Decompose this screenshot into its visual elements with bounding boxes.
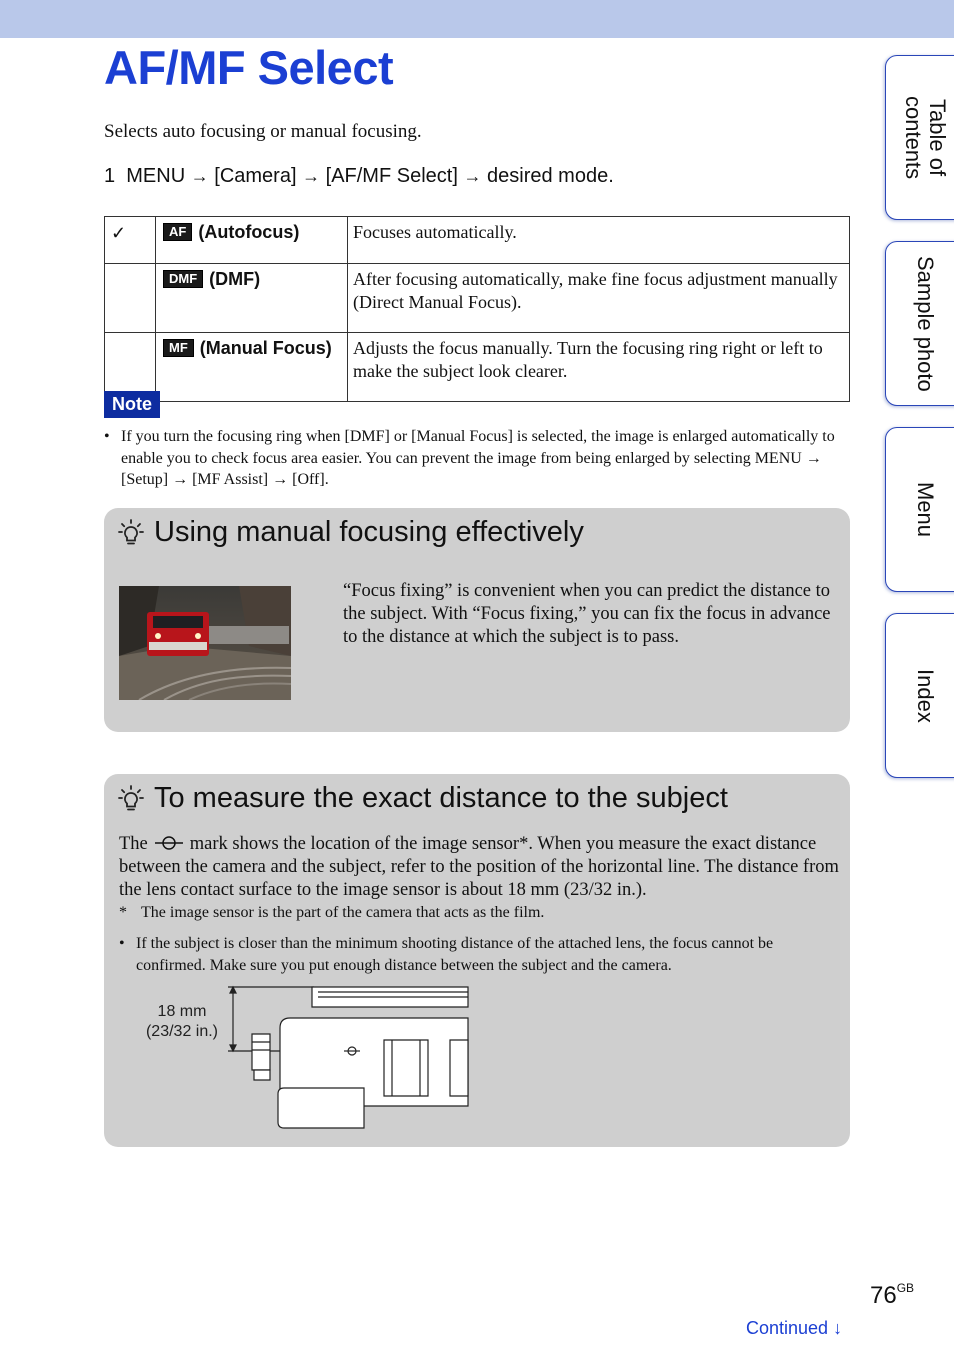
step-part-mode: desired mode. [487,165,614,187]
tab-label: Table of contents [901,95,950,180]
mode-name: (Manual Focus) [199,338,332,358]
page-title: AF/MF Select [104,41,394,94]
tip-body: “Focus fixing” is convenient when you can predict the distance to the subject. With “Focus fixing,” you can fix the focus in advance to the distance at which the subject is to pass. [343,581,831,647]
note-text [104,426,844,491]
arrow-icon: → [190,166,209,186]
camera-diagram [224,984,474,1129]
step-part-camera: [Camera] [214,165,297,187]
para-after: mark shows the location of the image sensor*. When you measure the exact distance between the camera and the subject, refer to the position of the horizontal line. The distance from the lens contact surface to the image sensor is about 18 mm (23/32 in.). [119,834,839,900]
default-check-icon: ✓ [105,217,156,264]
tip-bullet [119,933,839,976]
mode-description: Adjusts the focus manually. Turn the focusing ring right or left to make the subject look clearer. [348,333,850,402]
bullet-icon: • [104,428,110,445]
mf-badge-icon: MF [163,339,194,357]
arrow-icon: → [302,166,321,186]
down-arrow-icon: ↓ [833,1318,843,1338]
lightbulb-icon [118,518,144,548]
mode-description: Focuses automatically. [348,217,850,264]
bullet-icon: • [119,935,125,952]
table-row [105,217,850,264]
tab-label: Menu [913,481,938,538]
tab-label: Sample photo [913,255,938,392]
train-photo [119,586,291,700]
af-badge-icon: AF [163,223,192,241]
tip-title: Using manual focusing effectively [154,516,584,548]
default-check-cell [105,264,156,333]
table-row [105,264,850,333]
tab-menu[interactable] [885,427,954,592]
para-before: The [119,834,148,854]
page-number-value: 76 [870,1282,897,1309]
note-label: Note [104,391,160,418]
intro-text: Selects auto focusing or manual focusing. [104,121,422,142]
dmf-badge-icon: DMF [163,270,203,288]
dimension-label [134,1002,230,1042]
step-number: 1 [104,165,116,187]
tip-body [119,833,839,902]
lightbulb-icon [118,784,144,814]
page-suffix: GB [896,1281,915,1295]
dimension-mm: 18 mm [157,1003,207,1020]
step-instruction [104,165,614,188]
footnote-text: The image sensor is the part of the camera that acts as the film. [141,904,545,921]
tip-bullet-text: If the subject is closer than the minimum shooting distance of the attached lens, the focus cannot be confirmed. Make sure you put enough distance between the subject and the camera. [136,935,774,974]
modes-table [104,216,850,402]
step-part-menu: MENU [126,165,186,187]
tab-index[interactable] [885,613,954,778]
mode-name: (DMF) [209,269,261,289]
mode-name: (Autofocus) [198,222,300,242]
continued-label: Continued [746,1318,829,1338]
image-sensor-mark-icon [154,835,184,851]
step-part-afmf: [AF/MF Select] [325,165,458,187]
footnote [119,903,839,923]
footnote-mark: * [119,904,127,921]
page-number [870,1281,914,1310]
tip-title: To measure the exact distance to the subject [154,782,728,814]
table-row [105,333,850,402]
tab-table-of-contents[interactable] [885,55,954,220]
continued-link[interactable] [746,1318,842,1339]
header-bar [0,0,954,38]
tip-box-manual-focus [104,508,850,732]
arrow-icon: → [463,166,482,186]
mode-description: After focusing automatically, make fine focus adjustment manually (Direct Manual Focus). [348,264,850,333]
dimension-inch: (23/32 in.) [145,1023,219,1040]
note-body: If you turn the focusing ring when [DMF] or [Manual Focus] is selected, the image is enlarged automatically to enable you to check focus area easier. You can prevent the image from being enlarged by selecting MENU → [Setup] → [MF Assist] → [Off]. [121,428,835,488]
tab-sample-photo[interactable] [885,241,954,406]
tip-box-measure-distance [104,774,850,1147]
tab-label: Index [913,668,938,723]
